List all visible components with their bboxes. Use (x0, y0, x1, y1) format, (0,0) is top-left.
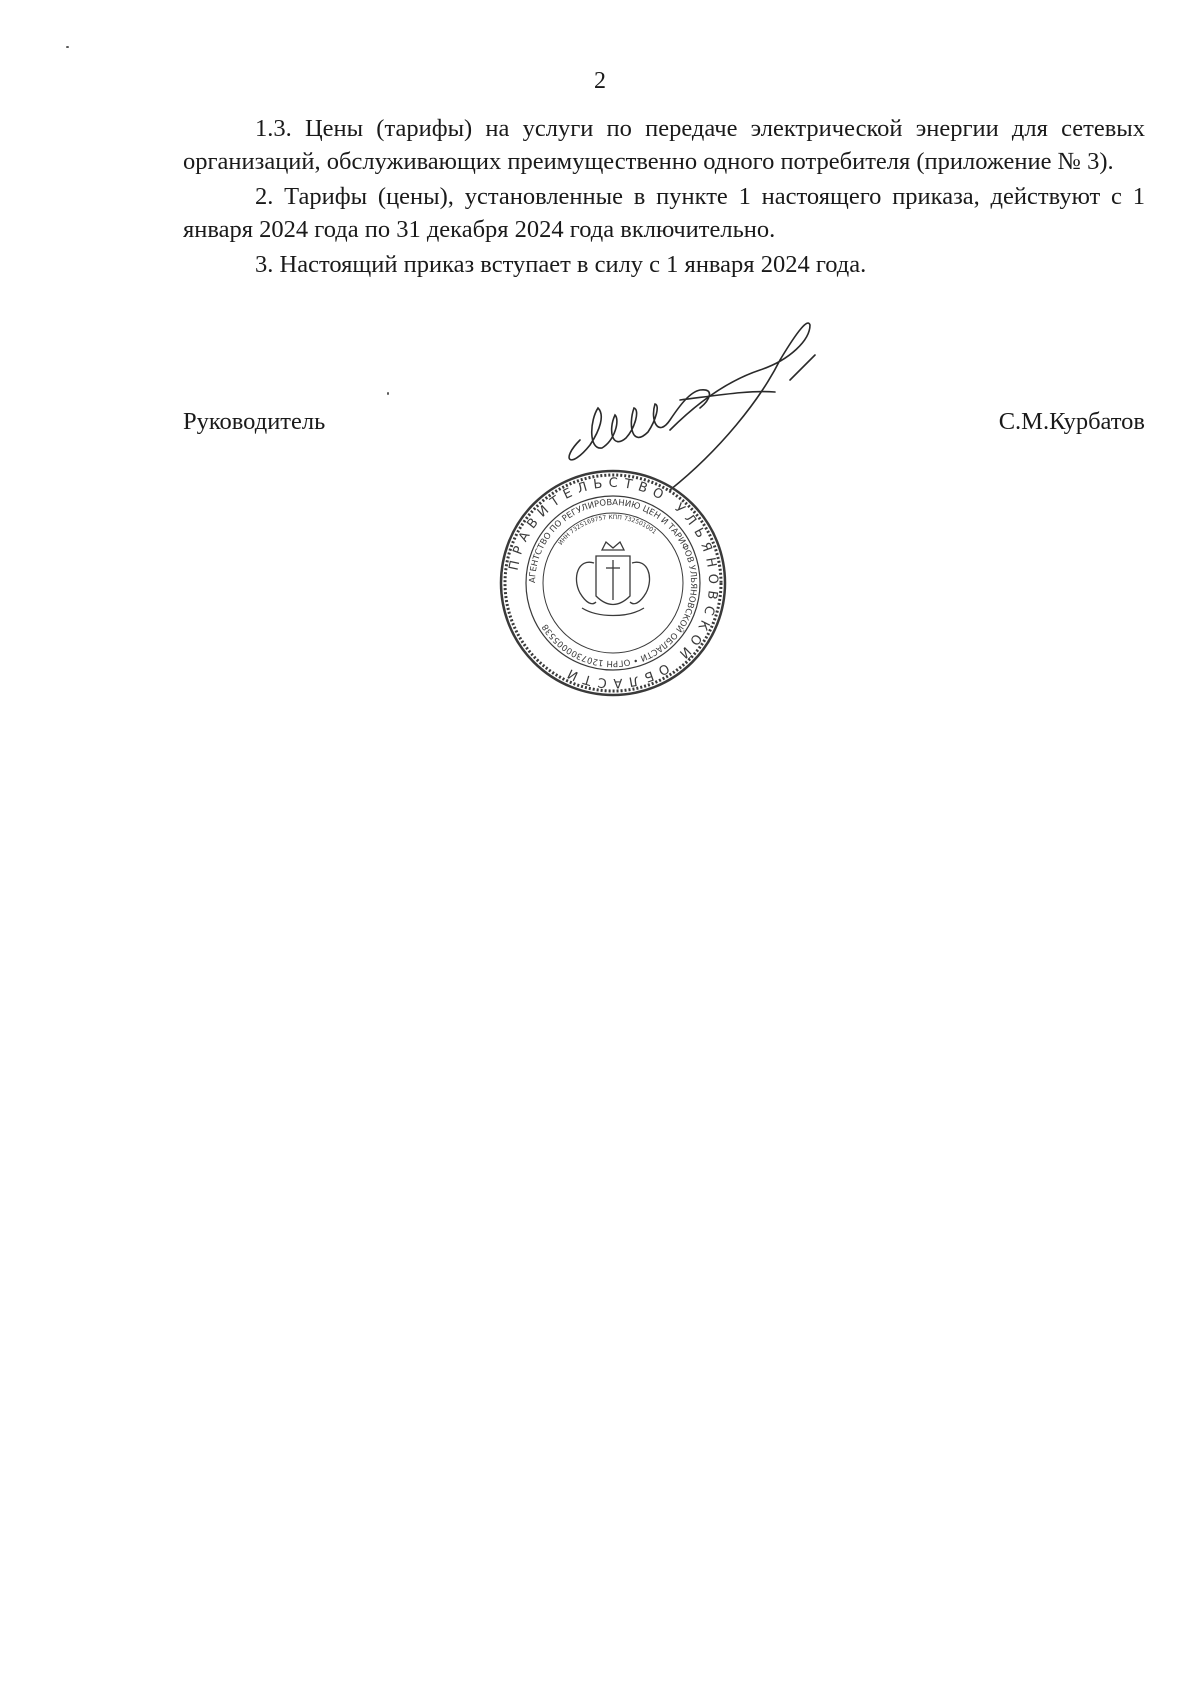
document-body (183, 112, 1145, 283)
paragraph-3: 3. Настоящий приказ вступает в силу с 1 января 2024 года. (255, 251, 867, 278)
paragraph-1-3: 1.3. Цены (тарифы) на услуги по передаче электрической энергии для сетевых организаций, обслуживающих преимущественно одного потребителя (приложение № 3). (183, 115, 1145, 175)
paragraph-2: 2. Тарифы (цены), установленные в пункте 1 настоящего приказа, действуют с 1 января 2024 года по 31 декабря 2024 года включительно. (183, 183, 1145, 243)
signer-name: С.М.Курбатов (998, 408, 1145, 435)
svg-text:АГЕНТСТВО ПО РЕГУЛИРОВАНИЮ ЦЕН: АГЕНТСТВО ПО РЕГУЛИРОВАНИЮ ЦЕН И ТАРИФОВ УЛЬЯНОВСКОЙ ОБЛАСТИ • ОГРН 1207300005538 (527, 497, 699, 669)
scan-speck (387, 392, 389, 395)
svg-text:ИНН 7325169757 КПП 732501001: ИНН 7325169757 КПП 732501001 (557, 513, 658, 547)
page-number: 2 (594, 68, 606, 94)
official-seal (498, 468, 728, 698)
position-title: Руководитель (183, 408, 326, 435)
scan-speck (66, 46, 69, 48)
svg-text:ПРАВИТЕЛЬСТВО УЛЬЯНОВСКОЙ ОБЛА: ПРАВИТЕЛЬСТВО УЛЬЯНОВСКОЙ ОБЛАСТИ (506, 475, 721, 691)
